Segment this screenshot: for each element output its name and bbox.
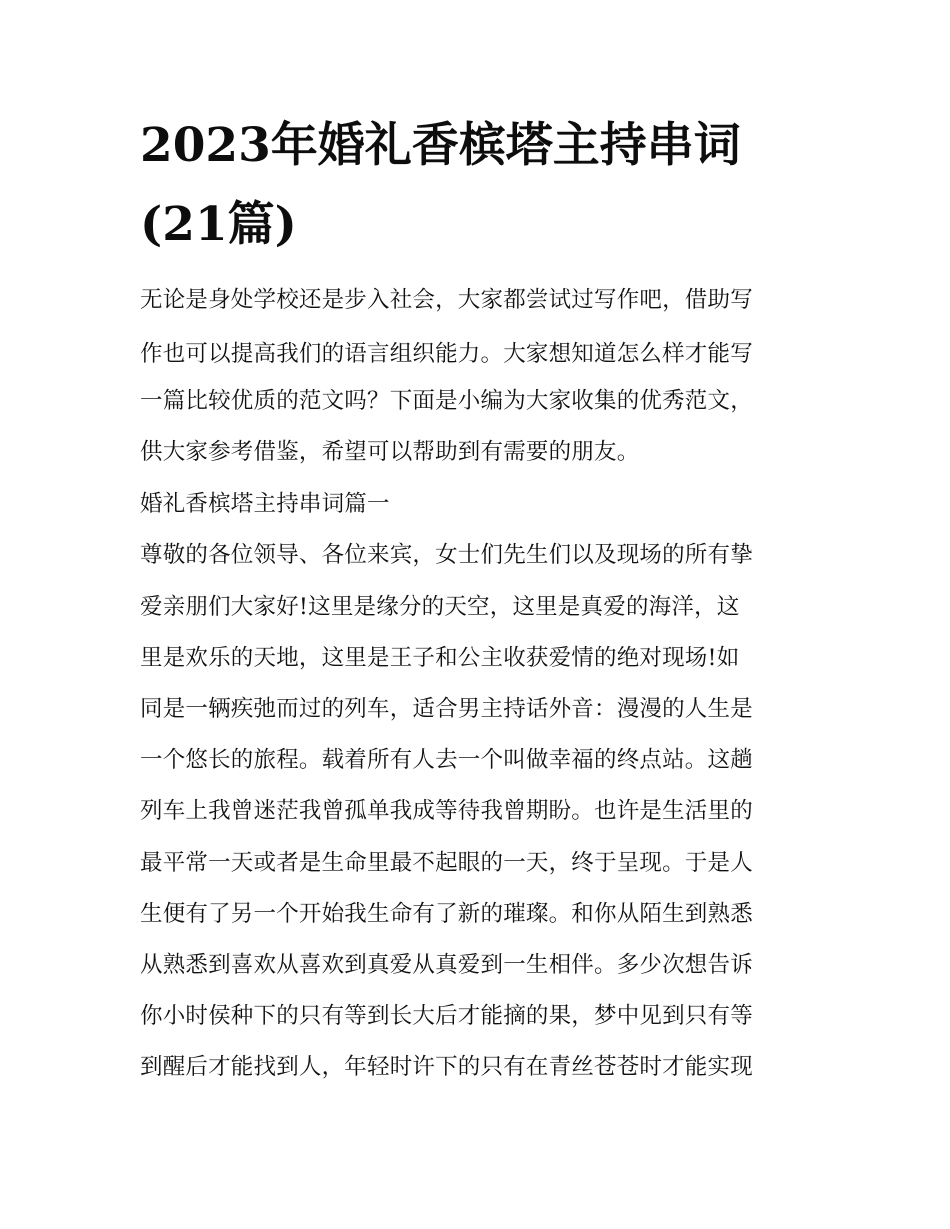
document-title-line-2: (21篇) [140,197,297,252]
body-line-5: 一个悠长的旅程。载着所有人去一个叫做幸福的终点站。这趟 [140,747,753,773]
intro-line-2: 作也可以提高我们的语言组织能力。大家想知道怎么样才能写 [140,341,753,367]
body-line-3: 里是欢乐的天地，这里是王子和公主收获爱情的绝对现场!如 [140,645,740,671]
body-line-2: 爱亲朋们大家好!这里是缘分的天空，这里是真爱的海洋，这 [140,594,740,620]
body-line-8: 生便有了另一个开始我生命有了新的璀璨。和你从陌生到熟悉 [140,901,753,927]
document-title-line-1: 2023年婚礼香槟塔主持串词 [140,118,741,173]
section-heading: 婚礼香槟塔主持串词篇一 [140,491,390,517]
body-line-11: 到醒后才能找到人，年轻时许下的只有在青丝苍苍时才能实现 [140,1054,753,1080]
intro-line-1: 无论是身处学校还是步入社会，大家都尝试过写作吧，借助写 [140,287,753,313]
body-line-6: 列车上我曾迷茫我曾孤单我成等待我曾期盼。也许是生活里的 [140,798,753,824]
intro-line-3: 一篇比较优质的范文吗？下面是小编为大家收集的优秀范文， [140,388,753,414]
body-line-9: 从熟悉到喜欢从喜欢到真爱从真爱到一生相伴。多少次想告诉 [140,952,753,978]
body-line-10: 你小时侯种下的只有等到长大后才能摘的果，梦中见到只有等 [140,1003,753,1029]
body-line-7: 最平常一天或者是生命里最不起眼的一天，终于呈现。于是人 [140,850,753,876]
body-line-4: 同是一辆疾弛而过的列车，适合男主持话外音：漫漫的人生是 [140,696,753,722]
body-line-1: 尊敬的各位领导、各位来宾，女士们先生们以及现场的所有挚 [140,542,753,568]
intro-line-4: 供大家参考借鉴，希望可以帮助到有需要的朋友。 [140,439,640,465]
